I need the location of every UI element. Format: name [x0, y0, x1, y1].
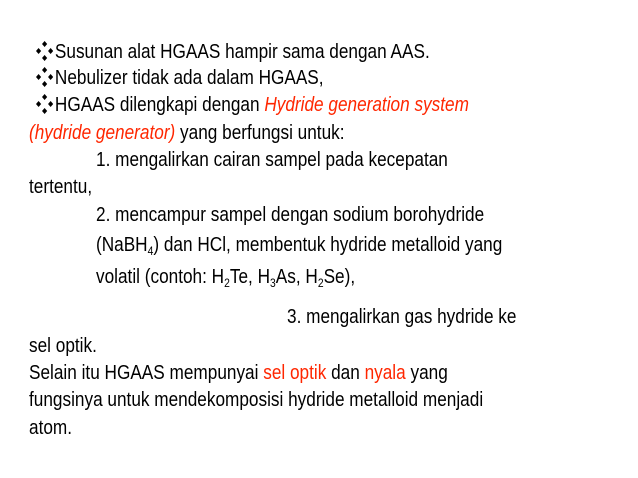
list-item-3-text: 3. mengalirkan gas hydride ke — [287, 306, 517, 328]
hydride-generation-system-text: Hydride generation system — [264, 94, 469, 116]
nabh-open: (NaBH — [96, 234, 148, 256]
line-1-text: Susunan alat HGAAS hampir sama dengan AAS. — [54, 41, 430, 63]
summary-1-mid: dan — [326, 362, 365, 384]
line-2-text: Nebulizer tidak ada dalam HGAAS, — [54, 67, 324, 89]
line-9-b: Te, H — [229, 266, 271, 288]
line-8-rest: ) dan HCl, membentuk hydride metalloid yang — [153, 234, 503, 256]
list-item-1-cont-text: tertentu, — [29, 176, 93, 198]
subscript: 4 — [147, 244, 154, 258]
diamond-cluster-icon — [36, 67, 53, 87]
hydride-generator-text: (hydride generator) — [29, 122, 176, 144]
diamond-cluster-icon — [36, 94, 53, 114]
list-item-2-cont-1 — [96, 233, 502, 257]
summary-1-post: yang — [405, 362, 448, 384]
summary-3-text: atom. — [29, 417, 73, 439]
bullet-line-1 — [36, 40, 430, 64]
list-item-2-cont-2 — [96, 265, 355, 289]
summary-2-text: fungsinya untuk mendekomposisi hydride metalloid menjadi — [29, 389, 484, 411]
list-item-2-text: 2. mencampur sampel dengan sodium borohydride — [96, 204, 485, 226]
line-9-a: volatil (contoh: H — [96, 266, 225, 288]
list-item-1 — [96, 148, 448, 172]
summary-line-2 — [29, 388, 483, 412]
nyala-text: nyala — [364, 362, 406, 384]
list-item-3 — [287, 305, 516, 329]
line-3-text: HGAAS dilengkapi dengan — [54, 94, 265, 116]
list-item-1-text: 1. mengalirkan cairan sampel pada kecepatan — [96, 149, 448, 171]
line-9-c: As, H — [275, 266, 318, 288]
list-item-1-cont — [29, 175, 92, 199]
summary-line-3 — [29, 416, 72, 440]
bullet-line-3 — [36, 93, 469, 117]
subscript: 2 — [317, 276, 324, 290]
summary-line-1 — [29, 361, 448, 385]
list-item-3-cont-text: sel optik. — [29, 335, 97, 357]
summary-1-pre: Selain itu HGAAS mempunyai — [29, 362, 264, 384]
bullet-line-2 — [36, 66, 324, 90]
line-4-text: yang berfungsi untuk: — [175, 122, 345, 144]
sel-optik-text: sel optik — [263, 362, 327, 384]
list-item-2 — [96, 203, 484, 227]
list-item-3-cont — [29, 334, 97, 358]
subscript: 2 — [224, 276, 230, 290]
diamond-cluster-icon — [36, 41, 53, 61]
subscript: 3 — [270, 276, 276, 290]
line-4 — [29, 121, 345, 145]
line-9-d: Se), — [323, 266, 356, 288]
